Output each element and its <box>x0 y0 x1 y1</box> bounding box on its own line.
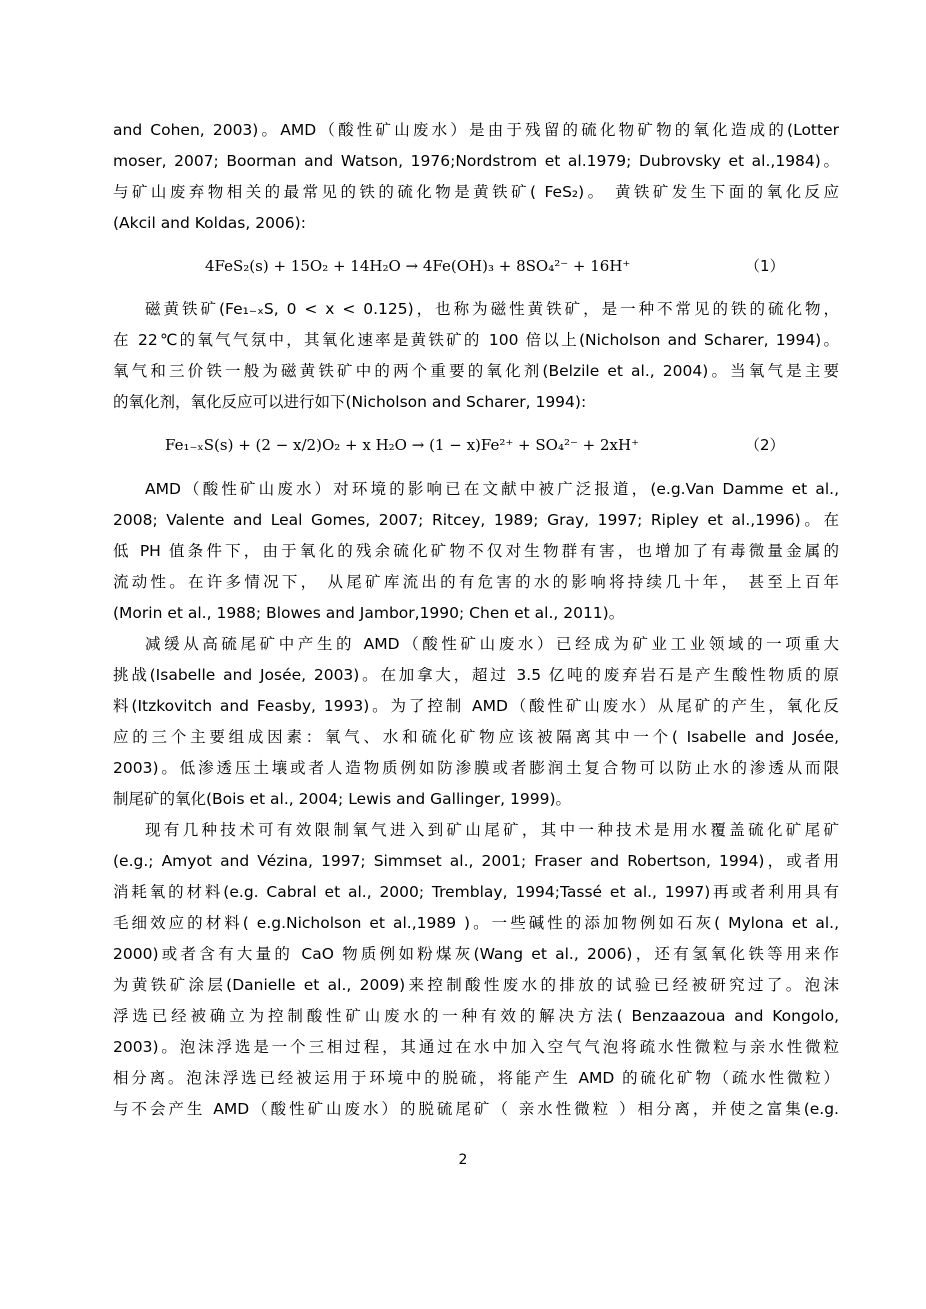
paragraph-1-line: (Akcil and Koldas, 2006): <box>113 214 306 232</box>
paragraph-5-line: 相分离。泡沫浮选已经被运用于环境中的脱硫，将能产生 AMD 的硫化矿物（疏水性微粒） <box>113 1069 839 1087</box>
paragraph-3-line: 2008; Valente and Leal Gomes, 2007; Ritcey, 1989; Gray, 1997; Ripley et al.,1996)。在 <box>113 511 839 529</box>
paragraph-5-line: 毛细效应的材料( e.g.Nicholson et al.,1989 )。一些碱性的添加物例如石灰( Mylona et al., <box>113 914 839 932</box>
paragraph-2-line: 在 22℃的氧气气氛中，其氧化速率是黄铁矿的 100 倍以上(Nicholson and Scharer, 1994)。 <box>113 331 839 349</box>
paragraph-4-line: 制尾矿的氧化(Bois et al., 2004; Lewis and Gallinger, 1999)。 <box>113 790 572 808</box>
paragraph-3-line: AMD（酸性矿山废水）对环境的影响已在文献中被广泛报道，(e.g.Van Damme et al., <box>145 480 839 498</box>
paragraph-5-line: 浮选已经被确立为控制酸性矿山废水的一种有效的解决方法( Benzaazoua and Kongolo, <box>113 1007 839 1025</box>
paragraph-5-line: 与不会产生 AMD（酸性矿山废水）的脱硫尾矿（ 亲水性微粒 ）相分离，并使之富集(e.g. <box>113 1100 839 1118</box>
paragraph-5-line: 为黄铁矿涂层(Danielle et al., 2009)来控制酸性废水的排放的试验已经被研究过了。泡沫 <box>113 976 839 994</box>
paragraph-5-line: (e.g.; Amyot and Vézina, 1997; Simmset al., 2001; Fraser and Robertson, 1994)，或者用 <box>113 852 839 870</box>
paragraph-3-line: 低 PH 值条件下，由于氧化的残余硫化矿物不仅对生物群有害，也增加了有毒微量金属的 <box>113 542 839 560</box>
paragraph-5-line: 现有几种技术可有效限制氧气进入到矿山尾矿，其中一种技术是用水覆盖硫化矿尾矿 <box>145 821 839 839</box>
paragraph-2-line: 氧气和三价铁一般为磁黄铁矿中的两个重要的氧化剂(Belzile et al., 2004)。当氧气是主要 <box>113 362 839 380</box>
equation-1: 4FeS₂(s) + 15O₂ + 14H₂O → 4Fe(OH)₃ + 8SO₄²⁻ + 16H⁺ <box>205 257 631 275</box>
paragraph-3-line: 流动性。在许多情况下， 从尾矿库流出的有危害的水的影响将持续几十年， 甚至上百年 <box>113 573 839 591</box>
paragraph-4-line: 减缓从高硫尾矿中产生的 AMD（酸性矿山废水）已经成为矿业工业领域的一项重大 <box>145 635 839 653</box>
paragraph-1-line: 与矿山废弃物相关的最常见的铁的硫化物是黄铁矿( FeS₂)。 黄铁矿发生下面的氧化反应 <box>113 183 839 201</box>
equation-1-number: （1） <box>745 257 785 275</box>
paragraph-4-line: 挑战(Isabelle and Josée, 2003)。在加拿大，超过 3.5 亿吨的废弃岩石是产生酸性物质的原 <box>113 666 839 684</box>
paragraph-5-line: 2003)。泡沫浮选是一个三相过程，其通过在水中加入空气气泡将疏水性微粒与亲水性微粒 <box>113 1038 839 1056</box>
equation-2-number: （2） <box>745 436 785 454</box>
paragraph-2-line: 的氧化剂，氧化反应可以进行如下(Nicholson and Scharer, 1994): <box>113 393 587 411</box>
paragraph-4-line: 2003)。低渗透压土壤或者人造物质例如防渗膜或者膨润土复合物可以防止水的渗透从而限 <box>113 759 839 777</box>
paragraph-1-line: moser, 2007; Boorman and Watson, 1976;Nordstrom et al.1979; Dubrovsky et al.,1984)。 <box>113 152 839 170</box>
paragraph-5-line: 2000)或者含有大量的 CaO 物质例如粉煤灰(Wang et al., 2006)，还有氢氧化铁等用来作 <box>113 945 839 963</box>
paragraph-3-line: (Morin et al., 1988; Blowes and Jambor,1990; Chen et al., 2011)。 <box>113 604 625 622</box>
paragraph-4-line: 应的三个主要组成因素：氧气、水和硫化矿物应该被隔离其中一个( Isabelle and Josée, <box>113 728 839 746</box>
paragraph-5-line: 消耗氧的材料(e.g. Cabral et al., 2000; Tremblay, 1994;Tassé et al., 1997)再或者利用具有 <box>113 883 839 901</box>
paragraph-4-line: 料(Itzkovitch and Feasby, 1993)。为了控制 AMD（酸性矿山废水）从尾矿的产生，氧化反 <box>113 697 839 715</box>
paragraph-2-line: 磁黄铁矿(Fe₁₋ₓS, 0 < x < 0.125)，也称为磁性黄铁矿，是一种不常见的铁的硫化物， <box>145 300 839 318</box>
equation-2: Fe₁₋ₓS(s) + (2 − x/2)O₂ + x H₂O → (1 − x)Fe²⁺ + SO₄²⁻ + 2xH⁺ <box>165 436 640 454</box>
page-number: 2 <box>458 1152 468 1168</box>
paragraph-1-line: and Cohen, 2003)。AMD（酸性矿山废水）是由于残留的硫化物矿物的氧化造成的(Lotter <box>113 121 839 139</box>
